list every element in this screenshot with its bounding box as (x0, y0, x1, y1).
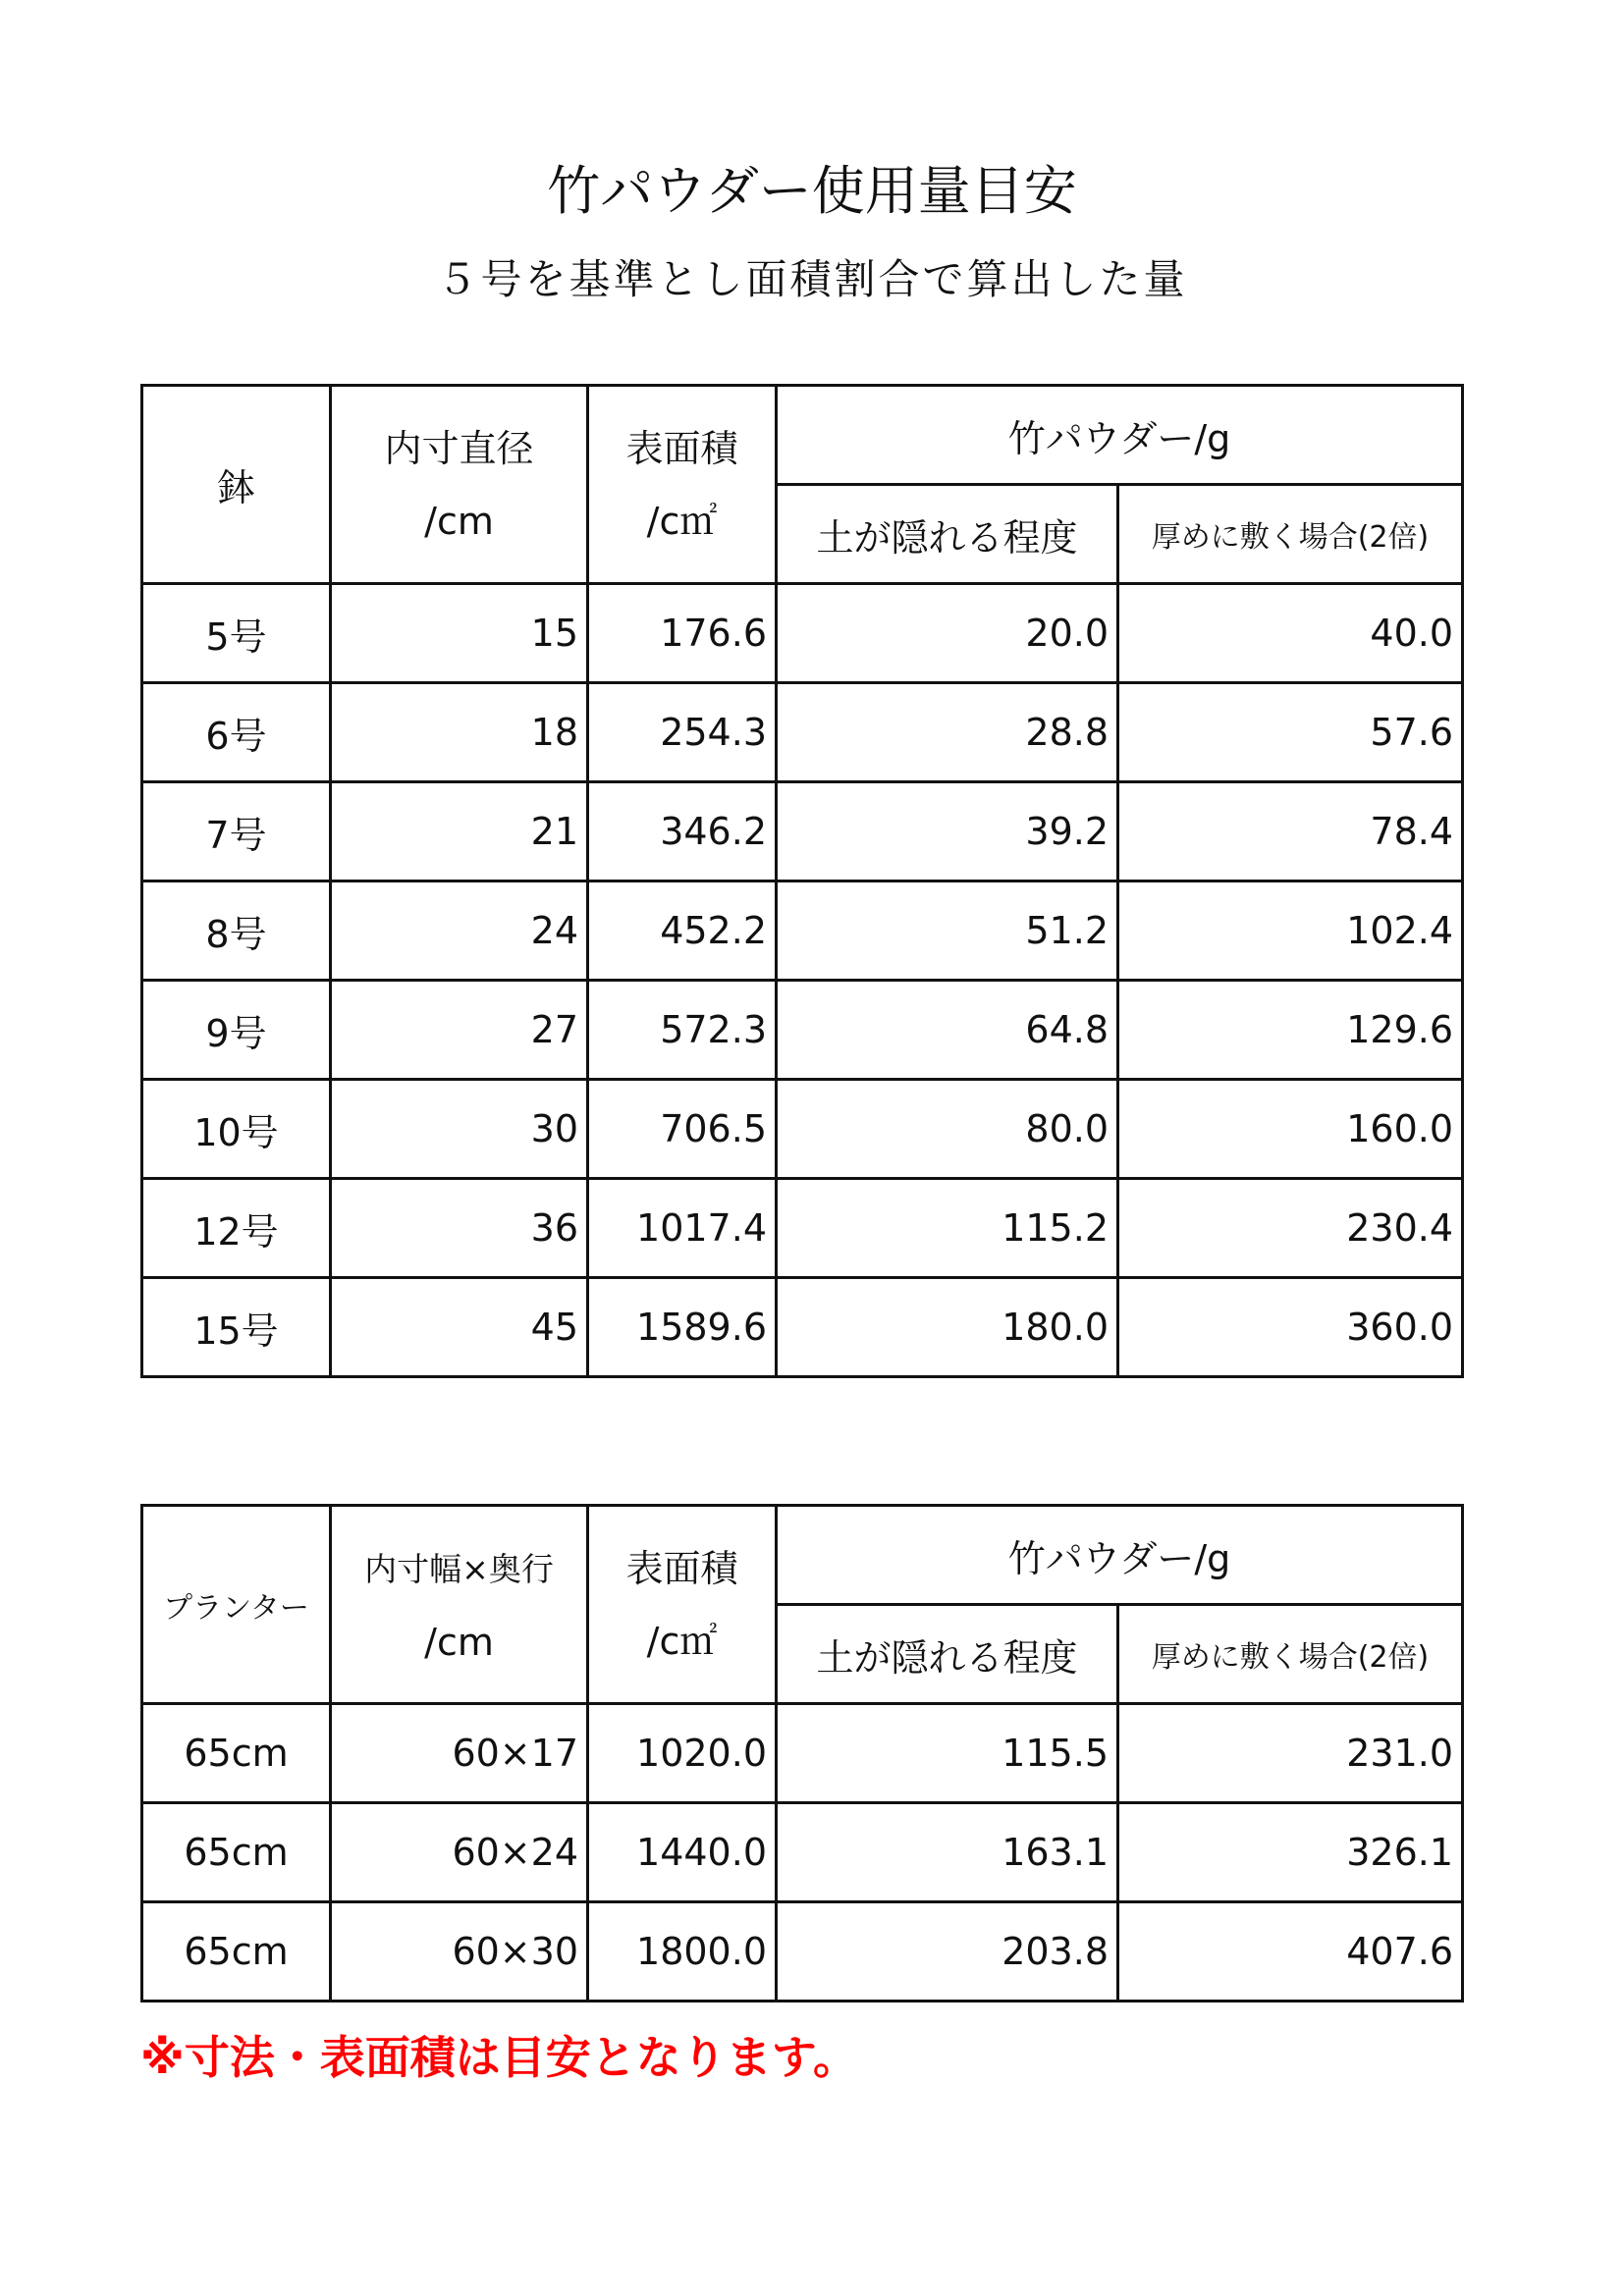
cell-surface-area: 254.3 (588, 683, 777, 782)
cell-pot-size: 6号 (142, 683, 331, 782)
cell-pot-size: 10号 (142, 1080, 331, 1179)
table-row (142, 1278, 1463, 1377)
table-row (142, 782, 1463, 881)
cell-surface-area: 706.5 (588, 1080, 777, 1179)
header-cover-soil: 土が隠れる程度 (777, 485, 1118, 584)
table-row (142, 1902, 1463, 2002)
cell-thick-layer: 129.6 (1118, 981, 1463, 1080)
cell-planter-size: 65cm (142, 1704, 331, 1803)
planter-usage-table (140, 1504, 1464, 2002)
cell-thick-layer: 160.0 (1118, 1080, 1463, 1179)
cell-surface-area: 452.2 (588, 881, 777, 981)
header-inner-diameter (331, 386, 588, 584)
cell-planter-size: 65cm (142, 1902, 331, 2002)
cell-cover-soil: 20.0 (777, 584, 1118, 683)
header-thick-layer: 厚めに敷く場合(2倍) (1118, 485, 1463, 584)
cell-pot-size: 7号 (142, 782, 331, 881)
header-inner-size-label: 内寸幅×奥行 (364, 1549, 554, 1588)
footnote: ※寸法・表面積は目安となります。 (140, 2031, 859, 2084)
table-row (142, 1179, 1463, 1278)
cell-inner-diameter: 30 (331, 1080, 588, 1179)
page-subtitle: ５号を基準とし面積割合で算出した量 (436, 255, 1188, 303)
cell-inner-size: 60×17 (331, 1704, 588, 1803)
page-title: 竹パウダー使用量目安 (547, 160, 1077, 222)
cell-inner-size: 60×30 (331, 1902, 588, 2002)
cell-inner-diameter: 15 (331, 584, 588, 683)
table-row (142, 981, 1463, 1080)
planter-rows (142, 1704, 1463, 2002)
cell-cover-soil: 115.5 (777, 1704, 1118, 1803)
header-pot: 鉢 (142, 386, 331, 584)
cell-cover-soil: 64.8 (777, 981, 1118, 1080)
header-surface-area-label: 表面積 (625, 426, 738, 470)
pot-rows (142, 584, 1463, 1377)
header-inner-diameter-unit: /cm (424, 499, 494, 543)
cell-pot-size: 9号 (142, 981, 331, 1080)
header-surface-area-unit: /c㎡ (646, 499, 718, 543)
cell-surface-area: 1020.0 (588, 1704, 777, 1803)
header-surface-area (588, 1506, 777, 1704)
cell-thick-layer: 40.0 (1118, 584, 1463, 683)
header-surface-area (588, 386, 777, 584)
cell-thick-layer: 102.4 (1118, 881, 1463, 981)
cell-cover-soil: 115.2 (777, 1179, 1118, 1278)
cell-cover-soil: 163.1 (777, 1803, 1118, 1902)
header-cover-soil: 土が隠れる程度 (777, 1605, 1118, 1704)
cell-inner-diameter: 27 (331, 981, 588, 1080)
cell-thick-layer: 78.4 (1118, 782, 1463, 881)
header-bamboo-powder: 竹パウダー/g (777, 386, 1463, 485)
cell-surface-area: 1800.0 (588, 1902, 777, 2002)
cell-pot-size: 15号 (142, 1278, 331, 1377)
cell-surface-area: 346.2 (588, 782, 777, 881)
table-row (142, 683, 1463, 782)
header-bamboo-powder: 竹パウダー/g (777, 1506, 1463, 1605)
table-header-row (142, 1506, 1463, 1605)
pot-usage-table (140, 384, 1464, 1378)
table-row (142, 1704, 1463, 1803)
cell-thick-layer: 407.6 (1118, 1902, 1463, 2002)
header-thick-layer: 厚めに敷く場合(2倍) (1118, 1605, 1463, 1704)
header-surface-area-label: 表面積 (625, 1546, 738, 1590)
cell-inner-diameter: 36 (331, 1179, 588, 1278)
cell-cover-soil: 203.8 (777, 1902, 1118, 2002)
cell-inner-diameter: 18 (331, 683, 588, 782)
table-row (142, 1803, 1463, 1902)
cell-cover-soil: 80.0 (777, 1080, 1118, 1179)
table-row (142, 584, 1463, 683)
cell-cover-soil: 28.8 (777, 683, 1118, 782)
cell-thick-layer: 57.6 (1118, 683, 1463, 782)
cell-surface-area: 1589.6 (588, 1278, 777, 1377)
header-inner-size-unit: /cm (424, 1620, 494, 1664)
cell-pot-size: 12号 (142, 1179, 331, 1278)
cell-thick-layer: 326.1 (1118, 1803, 1463, 1902)
cell-thick-layer: 231.0 (1118, 1704, 1463, 1803)
cell-thick-layer: 360.0 (1118, 1278, 1463, 1377)
cell-inner-size: 60×24 (331, 1803, 588, 1902)
cell-thick-layer: 230.4 (1118, 1179, 1463, 1278)
cell-planter-size: 65cm (142, 1803, 331, 1902)
cell-cover-soil: 180.0 (777, 1278, 1118, 1377)
cell-inner-diameter: 45 (331, 1278, 588, 1377)
cell-inner-diameter: 24 (331, 881, 588, 981)
cell-pot-size: 5号 (142, 584, 331, 683)
cell-cover-soil: 51.2 (777, 881, 1118, 981)
table-row (142, 1080, 1463, 1179)
cell-surface-area: 1440.0 (588, 1803, 777, 1902)
table-row (142, 881, 1463, 981)
cell-surface-area: 572.3 (588, 981, 777, 1080)
cell-surface-area: 1017.4 (588, 1179, 777, 1278)
cell-inner-diameter: 21 (331, 782, 588, 881)
cell-surface-area: 176.6 (588, 584, 777, 683)
header-planter: プランター (142, 1506, 331, 1704)
header-inner-diameter-label: 内寸直径 (384, 426, 534, 470)
header-surface-area-unit: /c㎡ (646, 1619, 718, 1663)
cell-cover-soil: 39.2 (777, 782, 1118, 881)
cell-pot-size: 8号 (142, 881, 331, 981)
header-inner-size (331, 1506, 588, 1704)
table-header-row (142, 386, 1463, 485)
